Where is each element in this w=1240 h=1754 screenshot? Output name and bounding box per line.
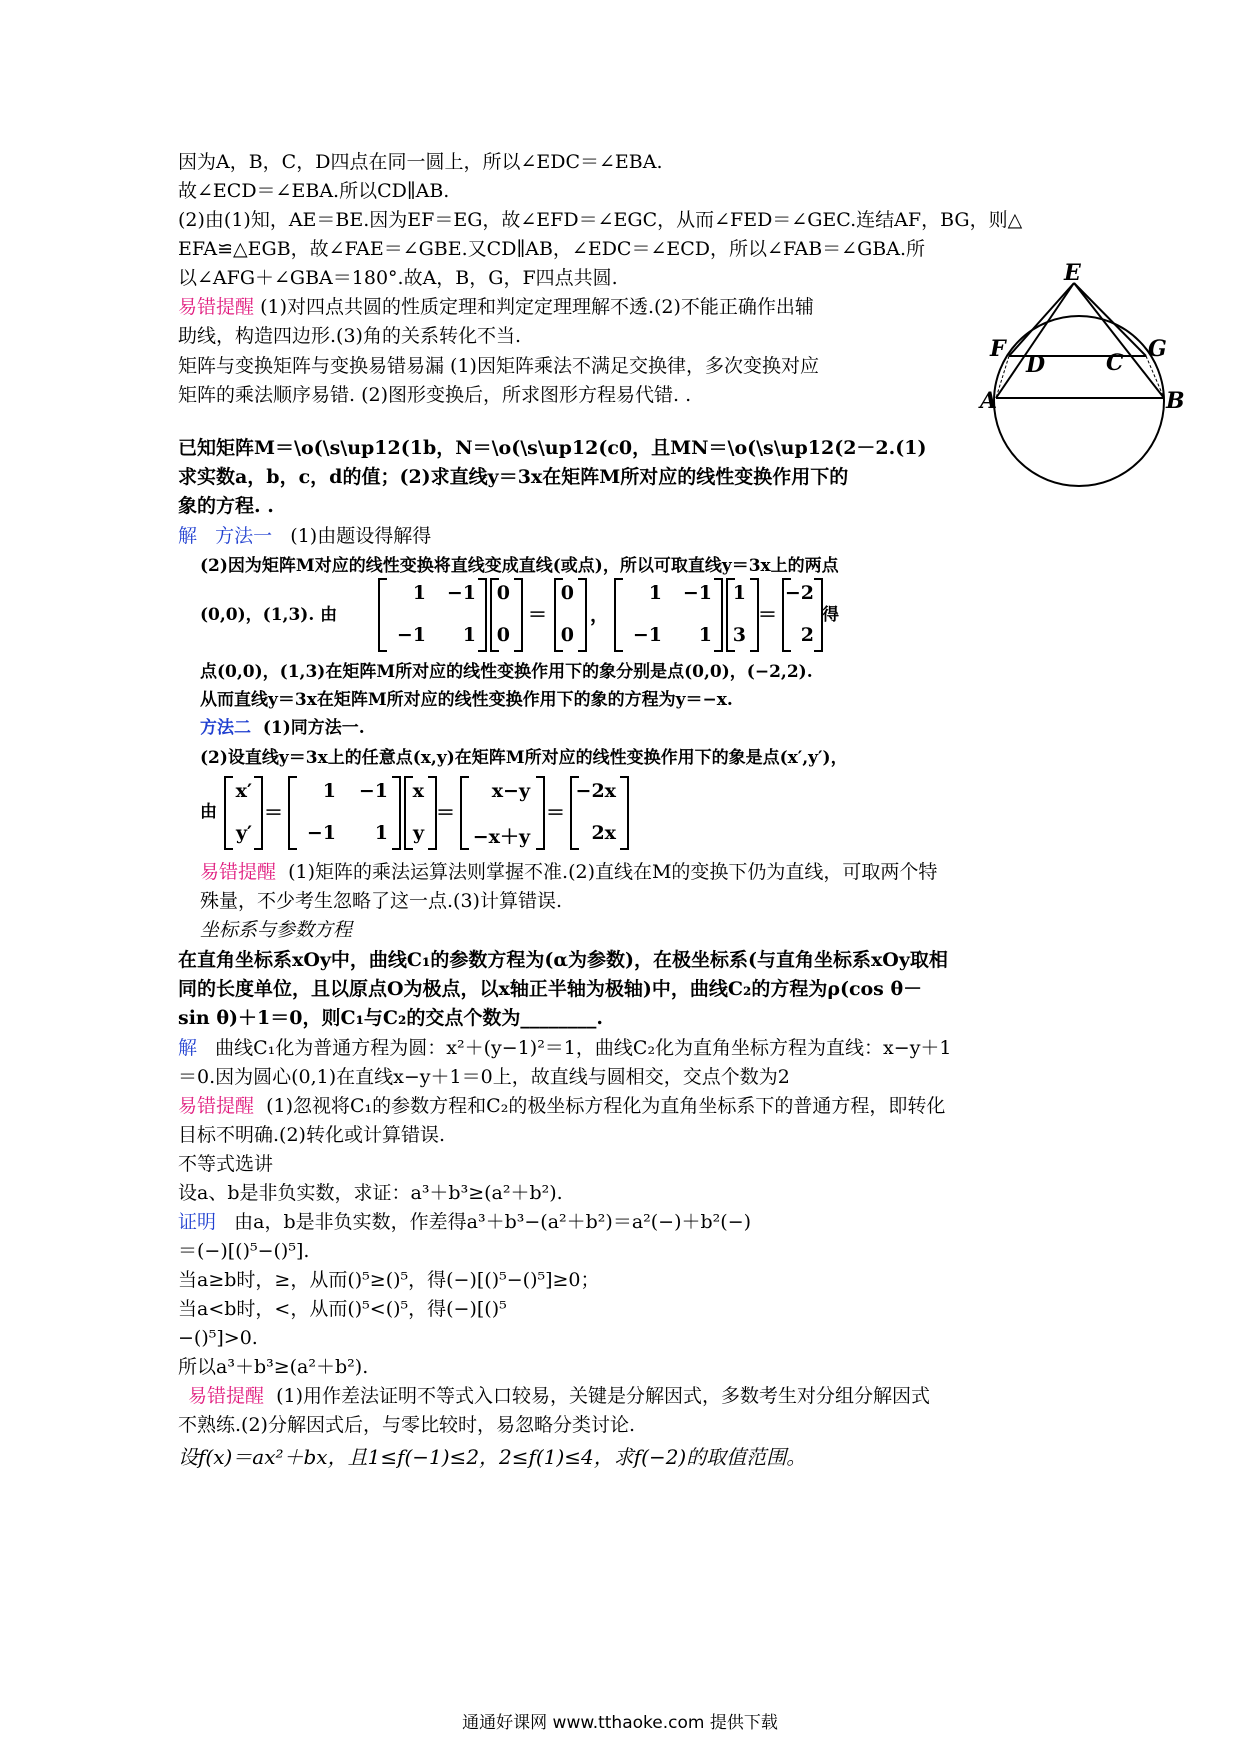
label-A: A bbox=[980, 388, 998, 414]
r3-1: −x＋y bbox=[472, 826, 530, 848]
sol9 bbox=[178, 1036, 952, 1060]
m1-b: −1 bbox=[446, 582, 476, 604]
matrix-eq-1: 1 −1 −1 1 0 0 ＝ 0 0 ， 1 −1 −1 1 1 3 ＝ −2 2 bbox=[378, 578, 818, 652]
label-F: F bbox=[990, 336, 1006, 362]
sol3-post: 得 bbox=[822, 605, 839, 625]
label-D: D bbox=[1026, 352, 1046, 378]
pf5: −()⁵]>0. bbox=[178, 1327, 258, 1349]
label-G: G bbox=[1148, 336, 1167, 362]
tip4-label: 易错提醒 bbox=[188, 1385, 265, 1407]
tip1-b: 助线，构造四边形.(3)角的关系转化不当. bbox=[178, 325, 521, 347]
m2-c: −1 bbox=[632, 624, 662, 646]
v4-1: y bbox=[412, 822, 424, 844]
pf1 bbox=[178, 1210, 751, 1234]
v1-1: 0 bbox=[496, 624, 510, 646]
matrix-title-a: 矩阵与变换矩阵与变换易错易漏 (1)因矩阵乘法不满足交换律，多次变换对应 bbox=[178, 355, 819, 377]
section-coord: 坐标系与参数方程 bbox=[200, 919, 353, 941]
m2-a: 1 bbox=[648, 582, 662, 604]
pf3: 当a≥b时，≥，从而()⁵≥()⁵，得(−)[()⁵−()⁵]≥0； bbox=[178, 1269, 600, 1291]
circle bbox=[994, 316, 1164, 486]
q3: 设a、b是非负实数，求证：a³＋b³≥(a²＋b²). bbox=[178, 1182, 563, 1204]
r2-0: −2 bbox=[784, 582, 814, 604]
q2-c: sin θ)＋1＝0，则C₁与C₂的交点个数为________. bbox=[178, 1007, 603, 1029]
sol1-text: (1)由题设得解得 bbox=[290, 525, 432, 547]
method2-line bbox=[200, 716, 365, 740]
r3-0: x−y bbox=[491, 780, 530, 802]
tip4-b: 不熟练.(2)分解因式后，与零比较时，易忽略分类讨论. bbox=[178, 1414, 635, 1436]
sol8-pre: 由 bbox=[200, 802, 217, 822]
tip3-b: 目标不明确.(2)转化或计算错误. bbox=[178, 1124, 445, 1146]
section-inequality: 不等式选讲 bbox=[178, 1153, 274, 1175]
label-E: E bbox=[1064, 260, 1081, 286]
label-B: B bbox=[1166, 388, 1185, 414]
sol-label-2: 解 bbox=[178, 1037, 198, 1059]
q1-b: 求实数a，b，c，d的值；(2)求直线y＝3x在矩阵M所对应的线性变换作用下的 bbox=[178, 466, 849, 488]
line-4: EFA≌△EGB，故∠FAE＝∠GBE.又CD∥AB，∠EDC＝∠ECD，所以∠FAB＝∠GBA.所 bbox=[178, 238, 925, 260]
sol6: (1)同方法一. bbox=[262, 718, 365, 738]
tip2 bbox=[200, 860, 937, 884]
m1-d: 1 bbox=[462, 624, 476, 646]
q4: 设f(x)＝ax²＋bx，且1≤f(−1)≤2，2≤f(1)≤4，求f(−2)的取值范围。 bbox=[178, 1445, 807, 1469]
line-2: 故∠ECD＝∠EBA.所以CD∥AB. bbox=[178, 180, 450, 202]
sol5: 从而直线y＝3x在矩阵M所对应的线性变换作用下的象的方程为y＝−x. bbox=[200, 690, 733, 710]
geometry-figure bbox=[980, 260, 1185, 498]
sol1-line bbox=[178, 524, 431, 548]
m1-c: −1 bbox=[396, 624, 426, 646]
m2-d: 1 bbox=[698, 624, 712, 646]
pf1-text: 由a，b是非负实数，作差得a³＋b³−(a²＋b²)＝a²(−)＋b²(−) bbox=[234, 1211, 752, 1233]
r4-0: −2x bbox=[575, 780, 616, 802]
v3-0: x′ bbox=[235, 780, 252, 802]
v1-0: 0 bbox=[496, 582, 510, 604]
tip2-label: 易错提醒 bbox=[200, 861, 277, 883]
r4-1: 2x bbox=[591, 822, 616, 844]
matrix-title-b: 矩阵的乘法顺序易错. (2)图形变换后，所求图形方程易代错. . bbox=[178, 384, 692, 406]
tip1 bbox=[178, 295, 814, 319]
q2-b: 同的长度单位，且以原点O为极点，以x轴正半轴为极轴)中，曲线C₂的方程为ρ(cos θ－ bbox=[178, 978, 923, 1000]
line-1: 因为A，B，C，D四点在同一圆上，所以∠EDC＝∠EBA. bbox=[178, 151, 663, 173]
method1-label: 方法一 bbox=[215, 525, 273, 547]
sol3-pre: (0,0)，(1,3). 由 bbox=[200, 605, 338, 625]
v3-1: y′ bbox=[235, 822, 252, 844]
method2-label: 方法二 bbox=[200, 718, 251, 738]
footer: 通通好课网 www.tthaoke.com 提供下载 bbox=[462, 1713, 778, 1733]
proof-label: 证明 bbox=[178, 1211, 217, 1233]
tip2-text-a: (1)矩阵的乘法运算法则掌握不准.(2)直线在M的变换下仍为直线，可取两个特 bbox=[288, 861, 938, 883]
sol4: 点(0,0)，(1,3)在矩阵M所对应的线性变换作用下的象分别是点(0,0)，(−2,2). bbox=[200, 662, 813, 682]
m1-a: 1 bbox=[412, 582, 426, 604]
sol2: (2)因为矩阵M对应的线性变换将直线变成直线(或点)，所以可取直线y＝3x上的两点 bbox=[200, 556, 839, 576]
v4-0: x bbox=[412, 780, 424, 802]
sol9-text: 曲线C₁化为普通方程为圆：x²＋(y−1)²＝1，曲线C₂化为直角坐标方程为直线：x−y＋1 bbox=[215, 1037, 952, 1059]
q2-a: 在直角坐标系xOy中，曲线C₁的参数方程为(α为参数)，在极坐标系(与直角坐标系xOy取相 bbox=[178, 949, 948, 971]
pf6: 所以a³＋b³≥(a²＋b²). bbox=[178, 1356, 369, 1378]
tip4-text-a: (1)用作差法证明不等式入口较易，关键是分解因式，多数考生对分组分解因式 bbox=[276, 1385, 931, 1407]
v2-1: 3 bbox=[732, 624, 746, 646]
m3-c: −1 bbox=[306, 822, 336, 844]
m2-b: −1 bbox=[682, 582, 712, 604]
tip1-label: 易错提醒 bbox=[178, 296, 255, 318]
sol-label: 解 bbox=[178, 525, 198, 547]
r1-0: 0 bbox=[560, 582, 574, 604]
r1-1: 0 bbox=[560, 624, 574, 646]
q1-c: 象的方程. . bbox=[178, 495, 274, 517]
m3-b: −1 bbox=[358, 780, 388, 802]
tip1-text-a: (1)对四点共圆的性质定理和判定定理理解不透.(2)不能正确作出辅 bbox=[260, 296, 814, 318]
pf4: 当a<b时，<，从而()⁵<()⁵，得(−)[()⁵ bbox=[178, 1298, 507, 1320]
r2-1: 2 bbox=[800, 624, 814, 646]
m3-d: 1 bbox=[374, 822, 388, 844]
v2-0: 1 bbox=[732, 582, 746, 604]
q1-a: 已知矩阵M＝\o(\s\up12(1b，N＝\o(\s\up12(c0，且MN＝\o(\s\up12(2－2.(1) bbox=[178, 437, 927, 459]
tip2-b: 殊量，不少考生忽略了这一点.(3)计算错误. bbox=[200, 890, 562, 912]
sol7: (2)设直线y＝3x上的任意点(x,y)在矩阵M所对应的线性变换作用下的象是点(x′,y′)， bbox=[200, 748, 848, 768]
line-5: 以∠AFG＋∠GBA＝180°.故A，B，G，F四点共圆. bbox=[178, 267, 618, 289]
tip3 bbox=[178, 1094, 945, 1118]
tip4 bbox=[188, 1384, 930, 1408]
matrix-eq-2: x′ y′ ＝ 1 −1 −1 1 x y ＝ x−y −x＋y ＝ −2x 2x bbox=[224, 776, 654, 850]
tip3-label: 易错提醒 bbox=[178, 1095, 255, 1117]
pf2: ＝(−)[()⁵−()⁵]. bbox=[178, 1240, 310, 1262]
tip3-text-a: (1)忽视将C₁的参数方程和C₂的极坐标方程化为直角坐标系下的普通方程，即转化 bbox=[266, 1095, 946, 1117]
sol10: ＝0.因为圆心(0,1)在直线x−y＋1＝0上，故直线与圆相交，交点个数为2 bbox=[178, 1066, 790, 1088]
line-3: (2)由(1)知，AE＝BE.因为EF＝EG，故∠EFD＝∠EGC，从而∠FED＝∠GEC.连结AF，BG，则△ bbox=[178, 209, 1023, 231]
m3-a: 1 bbox=[322, 780, 336, 802]
label-C: C bbox=[1106, 350, 1124, 376]
